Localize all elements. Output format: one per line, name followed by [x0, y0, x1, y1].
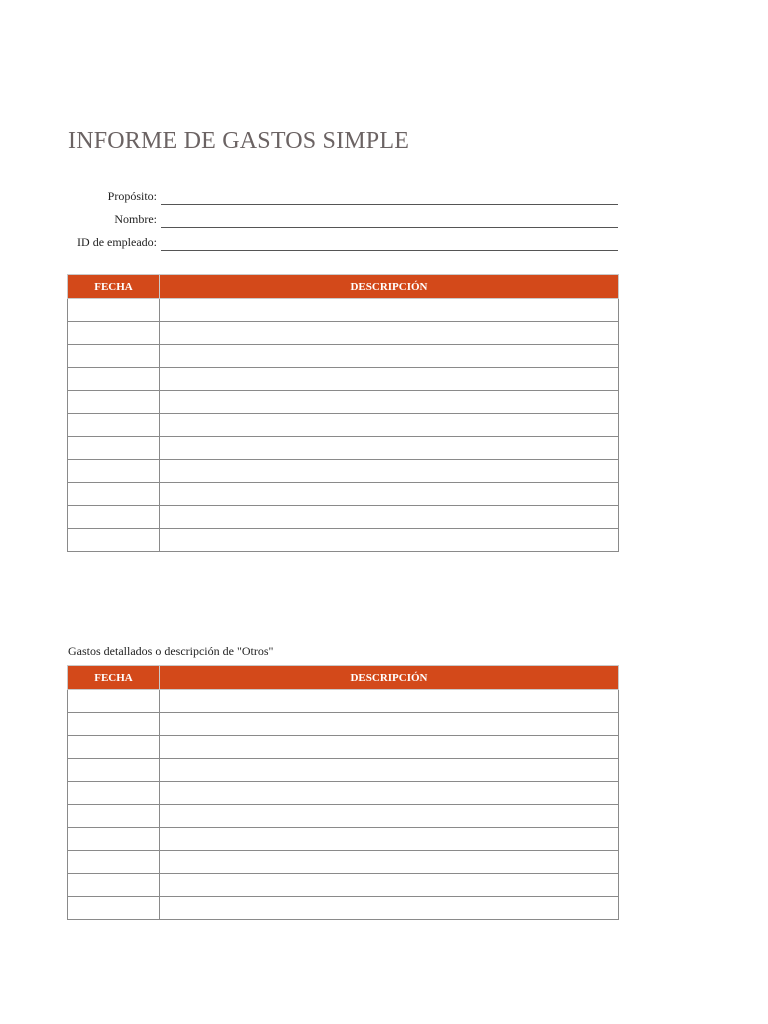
description-cell[interactable] [160, 736, 619, 759]
date-cell[interactable] [68, 460, 160, 483]
date-cell[interactable] [68, 437, 160, 460]
description-cell[interactable] [160, 460, 619, 483]
date-cell[interactable] [68, 529, 160, 552]
description-cell[interactable] [160, 690, 619, 713]
table-row [68, 483, 619, 506]
table-row [68, 391, 619, 414]
table-row [68, 897, 619, 920]
date-cell[interactable] [68, 805, 160, 828]
table-row [68, 529, 619, 552]
description-cell[interactable] [160, 897, 619, 920]
description-cell[interactable] [160, 345, 619, 368]
date-cell[interactable] [68, 414, 160, 437]
description-cell[interactable] [160, 805, 619, 828]
employee-id-input-line[interactable] [161, 250, 618, 251]
purpose-field[interactable] [0, 186, 618, 206]
date-cell[interactable] [68, 483, 160, 506]
date-cell[interactable] [68, 322, 160, 345]
description-cell[interactable] [160, 391, 619, 414]
date-cell[interactable] [68, 506, 160, 529]
table-row [68, 368, 619, 391]
header-fecha: FECHA [68, 275, 160, 299]
description-cell[interactable] [160, 828, 619, 851]
description-cell[interactable] [160, 782, 619, 805]
employee-id-label: ID de empleado: [77, 235, 157, 249]
header-descripcion: DESCRIPCIÓN [160, 275, 619, 299]
page-title: INFORME DE GASTOS SIMPLE [68, 128, 410, 154]
table-row [68, 690, 619, 713]
date-cell[interactable] [68, 851, 160, 874]
table-row [68, 782, 619, 805]
date-cell[interactable] [68, 782, 160, 805]
employee-id-field[interactable] [0, 232, 618, 252]
table-row [68, 805, 619, 828]
date-cell[interactable] [68, 713, 160, 736]
description-cell[interactable] [160, 506, 619, 529]
table-row [68, 414, 619, 437]
description-cell[interactable] [160, 368, 619, 391]
description-cell[interactable] [160, 529, 619, 552]
table-row [68, 736, 619, 759]
date-cell[interactable] [68, 897, 160, 920]
table-header-row [68, 666, 619, 690]
table-row [68, 713, 619, 736]
table-row [68, 345, 619, 368]
table-row [68, 322, 619, 345]
header-descripcion: DESCRIPCIÓN [160, 666, 619, 690]
description-cell[interactable] [160, 414, 619, 437]
description-cell[interactable] [160, 713, 619, 736]
name-field[interactable] [0, 209, 618, 229]
date-cell[interactable] [68, 299, 160, 322]
table-row [68, 437, 619, 460]
date-cell[interactable] [68, 391, 160, 414]
table-row [68, 874, 619, 897]
date-cell[interactable] [68, 345, 160, 368]
table-row [68, 851, 619, 874]
detailed-expense-table [67, 665, 619, 920]
description-cell[interactable] [160, 437, 619, 460]
description-cell[interactable] [160, 851, 619, 874]
section-label-other-expenses: Gastos detallados o descripción de "Otros" [68, 644, 274, 658]
date-cell[interactable] [68, 690, 160, 713]
name-input-line[interactable] [161, 227, 618, 228]
date-cell[interactable] [68, 874, 160, 897]
date-cell[interactable] [68, 368, 160, 391]
description-cell[interactable] [160, 874, 619, 897]
name-label: Nombre: [114, 212, 157, 226]
date-cell[interactable] [68, 759, 160, 782]
description-cell[interactable] [160, 483, 619, 506]
description-cell[interactable] [160, 322, 619, 345]
table-header-row [68, 275, 619, 299]
purpose-label: Propósito: [107, 189, 157, 203]
purpose-input-line[interactable] [161, 204, 618, 205]
table-row [68, 759, 619, 782]
table-row [68, 299, 619, 322]
date-cell[interactable] [68, 828, 160, 851]
description-cell[interactable] [160, 759, 619, 782]
date-cell[interactable] [68, 736, 160, 759]
table-row [68, 460, 619, 483]
header-fecha: FECHA [68, 666, 160, 690]
expense-table [67, 274, 619, 552]
description-cell[interactable] [160, 299, 619, 322]
table-row [68, 506, 619, 529]
table-row [68, 828, 619, 851]
